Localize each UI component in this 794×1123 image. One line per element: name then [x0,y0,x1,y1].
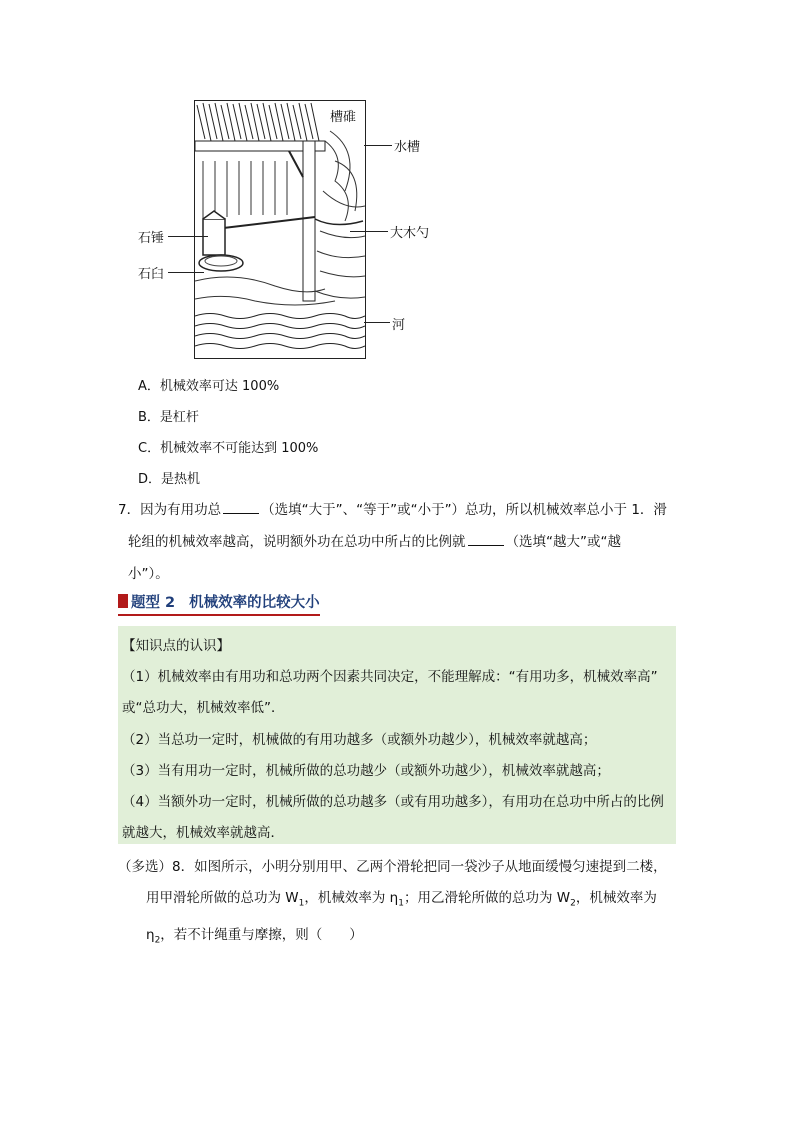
water-hammer-figure [138,100,438,362]
section-marker-icon [118,594,128,608]
option-d: D．是热机 [138,472,201,487]
q7-text-1: 7．因为有用功总 [118,502,222,518]
label-damushao: 大木勺 [390,226,430,241]
leader-line-shichui [168,236,208,237]
water-hammer-illustration [195,101,365,358]
label-shichui: 石锤 [138,231,165,246]
leader-line-damushao [350,231,388,232]
question-7 [118,494,698,590]
knowledge-line: （4）当额外功一定时，机械所做的总功越多（或有用功越多），有用功在总功中所占的比例 [122,794,664,810]
q8-line-3: $\eta_2$，若不计绳重与摩擦，则（ ） [146,926,363,946]
q7-text-4: （选填“越大”或“越 [505,534,621,550]
label-caodui: 槽碓 [330,106,356,125]
knowledge-line: （3）当有用功一定时，机械所做的总功越少（或额外功越少），机械效率就越高； [122,763,610,779]
q8-line-1: （多选）8．如图所示，小明分别用甲、乙两个滑轮把同一袋沙子从地面缓慢匀速提到二楼， [118,859,667,875]
option-b: B．是杠杆 [138,410,199,425]
option-a: A．机械效率可达 100% [138,379,280,394]
option-c: C．机械效率不可能达到 100% [138,441,319,456]
knowledge-line: 或“总功大，机械效率低”． [122,700,285,716]
section-title: 机械效率的比较大小 [189,594,320,611]
label-shijiu: 石臼 [138,267,165,282]
knowledge-line: 【知识点的认识】 [122,638,230,654]
answer-blank-1[interactable] [223,499,259,514]
section-heading [118,590,320,616]
q8-line-2: 用甲滑轮所做的总功为 $W_1$，机械效率为 $\eta_1$；用乙滑轮所做的总功为 $W_2$，机械效率为 [146,890,657,909]
answer-blank-2[interactable] [468,531,504,546]
label-shuicao: 水槽 [394,140,421,155]
q7-text-5: 小”）。 [128,566,169,582]
knowledge-line: （2）当总功一定时，机械做的有用功越多（或额外功越少），机械效率就越高； [122,732,597,748]
leader-line-shuicao [364,145,392,146]
q7-text-3: 轮组的机械效率越高，说明额外功在总功中所占的比例就 [128,534,466,550]
leader-line-he [364,322,390,323]
illustration-frame [194,100,366,359]
knowledge-line: （1）机械效率由有用功和总功两个因素共同决定，不能理解成：“有用功多，机械效率高” [122,669,658,685]
q7-text-2: （选填“大于”、“等于”或“小于”）总功，所以机械效率总小于 1．滑 [261,502,667,518]
label-he: 河 [392,318,406,333]
knowledge-box [118,626,676,844]
question-8 [118,852,698,956]
knowledge-line: 就越大，机械效率就越高． [122,825,284,841]
leader-line-shijiu [168,272,204,273]
section-label: 题型 2 [131,594,176,611]
